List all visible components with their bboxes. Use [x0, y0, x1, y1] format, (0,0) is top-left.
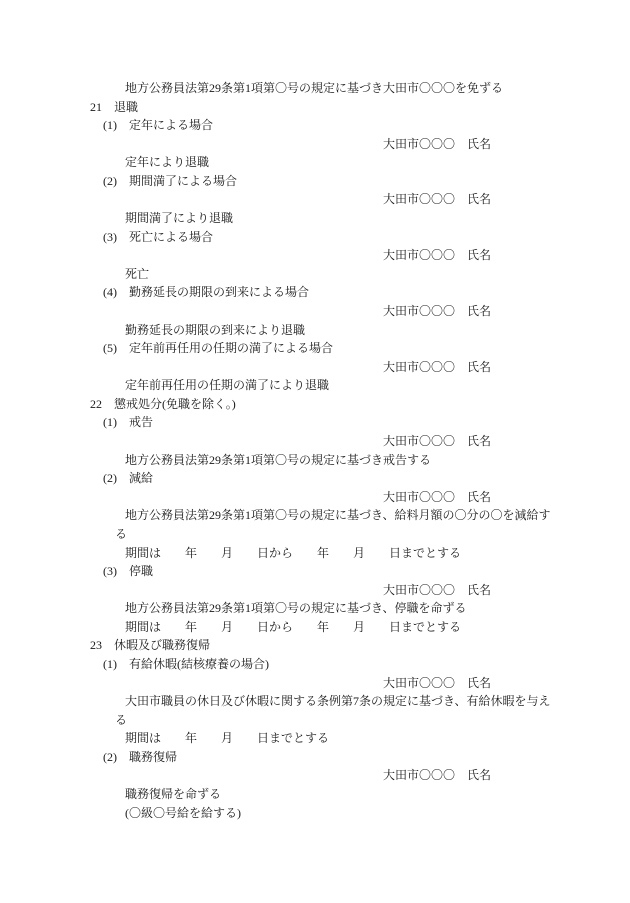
- signature-line: 大田市〇〇〇 氏名: [383, 582, 492, 597]
- item-heading: (3) 停職: [103, 564, 153, 579]
- signature-line: 大田市〇〇〇 氏名: [383, 303, 492, 318]
- signature-line: 大田市〇〇〇 氏名: [383, 489, 492, 504]
- section-heading: 22 懲戒処分(免職を除く。): [90, 396, 236, 411]
- body-text: 期間は 年 月 日から 年 月 日までとする: [125, 545, 462, 560]
- signature-line: 大田市〇〇〇 氏名: [383, 248, 492, 263]
- body-text: (〇級〇号給を給する): [125, 805, 241, 820]
- item-heading: (4) 勤務延長の期限の到来による場合: [103, 285, 309, 300]
- body-text: 期間満了により退職: [125, 211, 234, 226]
- body-text: 職務復帰を命ずる: [125, 787, 222, 802]
- signature-line: 大田市〇〇〇 氏名: [383, 359, 492, 374]
- item-heading: (2) 減給: [103, 471, 153, 486]
- body-text: 地方公務員法第29条第1項第〇号の規定に基づき戒告する: [125, 452, 432, 467]
- body-text: 定年前再任用の任期の満了により退職: [125, 378, 330, 393]
- section-heading: 21 退職: [90, 99, 139, 114]
- item-heading: (5) 定年前再任用の任期の満了による場合: [103, 341, 333, 356]
- body-text-continuation: る: [115, 526, 128, 541]
- body-text: 勤務延長の期限の到来により退職: [125, 322, 306, 337]
- body-text-continuation: る: [115, 712, 128, 727]
- body-text: 地方公務員法第29条第1項第〇号の規定に基づき大田市〇〇〇を免ずる: [125, 81, 504, 95]
- item-heading: (1) 戒告: [103, 415, 153, 430]
- item-heading: (2) 期間満了による場合: [103, 173, 237, 188]
- signature-line: 大田市〇〇〇 氏名: [383, 768, 492, 783]
- section-heading: 23 休暇及び職務復帰: [90, 638, 211, 653]
- body-text: 定年により退職: [125, 155, 210, 170]
- body-text: 地方公務員法第29条第1項第〇号の規定に基づき、給料月額の〇分の〇を減給す: [125, 508, 551, 523]
- body-text: 地方公務員法第29条第1項第〇号の規定に基づき、停職を命ずる: [125, 601, 467, 616]
- item-heading: (1) 有給休暇(結核療養の場合): [103, 656, 269, 671]
- body-text: 大田市職員の休日及び休暇に関する条例第7条の規定に基づき、有給休暇を与え: [125, 694, 551, 709]
- item-heading: (1) 定年による場合: [103, 118, 213, 133]
- signature-line: 大田市〇〇〇 氏名: [383, 136, 492, 151]
- body-text: 期間は 年 月 日までとする: [125, 731, 330, 746]
- item-heading: (3) 死亡による場合: [103, 229, 213, 244]
- body-text: 期間は 年 月 日から 年 月 日までとする: [125, 619, 462, 634]
- signature-line: 大田市〇〇〇 氏名: [383, 434, 492, 449]
- signature-line: 大田市〇〇〇 氏名: [383, 675, 492, 690]
- item-heading: (2) 職務復帰: [103, 749, 177, 764]
- body-text: 死亡: [125, 266, 150, 281]
- signature-line: 大田市〇〇〇 氏名: [383, 192, 492, 207]
